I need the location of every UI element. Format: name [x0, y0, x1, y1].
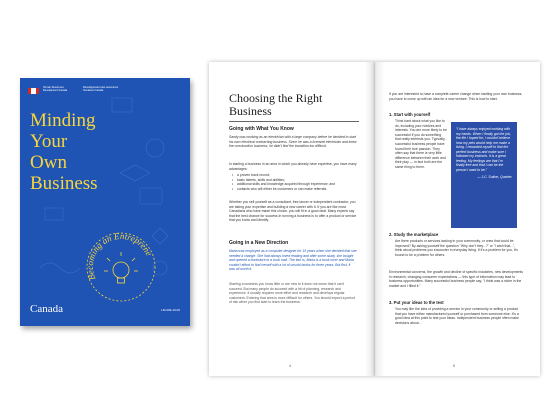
cover-title	[30, 110, 98, 194]
cover-title-line: Own	[30, 152, 67, 173]
quote-box	[451, 122, 517, 228]
catalog-number: LM-009-10-00	[161, 308, 180, 312]
list-item: • basic talents, skills and abilities;	[237, 178, 361, 183]
quote-text: "I have always enjoyed working with my hands. When I finally got the job, the life I hoped for, I couldn't believe how my pets would help me make a living. I rewarded myself to find the perfect business and make sure I followed my instincts. It is a great feeling. My feelings are that I'm finally free and that I can be the person I want to be."	[456, 127, 511, 172]
advantages-list	[231, 173, 361, 191]
page-number-left: 4	[289, 364, 291, 368]
heading-new-direction: Going in a New Direction	[229, 240, 289, 246]
government-signature	[28, 86, 125, 94]
quote-attribution: — J.C. Sutton, Quebec	[477, 175, 512, 179]
government-name-en: Human Resources Development Canada	[43, 86, 68, 92]
intro-paragraph: Sandy was working as an electrician with a large company before he decided to start his own electrical contracting business. Since he was a licensed electrician and knew the construction business, he didn't find the transition too difficult.	[229, 135, 357, 149]
step-3-title: 3. Put your ideas to the test	[389, 300, 444, 305]
canada-flag-icon	[28, 88, 39, 94]
closing-paragraph: Starting a business you know little or are new to it does not mean that it can't succeed. But many people do succeed with a bit of planning, research and experience. It usually requires more effort and research and develops regular customers. Entering that area is more difficult for others. You should expect a period of risk when you first start to learn the business.	[229, 282, 355, 305]
cover-title-line: Business	[30, 173, 98, 194]
step-2-body: Are there products or services lacking in your community, or ones that could be improved? By asking yourself the question "Why don't they...?" or "I wish that...", think about problems you encounter in everyday living. If it's a problem for you, it's bound to be a problem for others.	[395, 239, 518, 257]
list-item: • additional skills and knowledge acquired through experience; and	[237, 182, 361, 187]
right-page	[375, 62, 540, 376]
heading-going-with-what-you-know: Going with What You Know	[229, 126, 294, 132]
page-number-right: 5	[453, 364, 455, 368]
left-page	[209, 62, 375, 376]
government-name-fr: Développement des ressources humaines Canada	[83, 86, 119, 92]
list-item: • contacts who will either be customers or can make referrals.	[237, 187, 361, 192]
advantages-lead: In starting a business in an area in which you already have expertise, you have many advantages:	[229, 162, 357, 171]
step-1-body: Think hard about what you like to do, including your hobbies and interests. You are more likely to be successful if you do something that really interests you. Typically, successful business people have found their true passion. They often say that there is very little difference between their work and their play — in fact both are the same thing to them.	[395, 119, 447, 169]
step-2-extra: Environmental concerns, the growth and decline of specific industries, new developments in research, changing consumer expectations — this type of information may lead to business opportunities. Many successful business people say, "I think was a niche in the market and I filled it."	[389, 270, 524, 288]
new-direction-paragraph: Maria was employed as a computer designer for 15 years when she decided that she needed a change. She had always loved reading and after some study, she bought and opened a bookstore in a local mall. The fact is, Maria is a book lover and Maria couldn't afford to find herself with a lot of unsold books for three years. But first, it was all worth it.	[229, 249, 357, 272]
right-intro: If you are interested to have a complete career change when starting your own business, you have to come up with an idea for a new venture. This is how to start.	[389, 92, 523, 101]
canada-wordmark: Canada	[30, 303, 63, 315]
step-1-title: 1. Start with yourself	[389, 112, 431, 117]
section-title: Choosing the Right Business	[229, 92, 359, 122]
lightbulb-icon	[104, 252, 138, 283]
body-paragraph: Whether you sell yourself as a consultant, free lancer or independent contractor, you are taking your expertise and building a new career with it. If you are like most Canadians who have made this choice, you will fit in a good deal. Many experts say that the best chance for success in running a business is to offer a product or service that you know and identify.	[229, 200, 357, 223]
cover-title-line: Minding	[30, 110, 96, 131]
booklet-cover	[20, 78, 190, 326]
lightbulb-emblem	[82, 228, 160, 306]
open-booklet	[209, 62, 540, 376]
cover-title-line: Your	[30, 131, 68, 152]
step-2-title: 2. Study the marketplace	[389, 232, 439, 237]
list-item: • a proven track record;	[237, 173, 361, 178]
emblem-text: Becoming an Entrepreneur	[84, 230, 155, 282]
step-3-body: You may like the idea of providing a service in your community or selling a product that you have either manufactured yourself or purchased from someone else. It's a good idea at this point to test your ideas. Independent business people often make decisions about...	[395, 307, 519, 325]
